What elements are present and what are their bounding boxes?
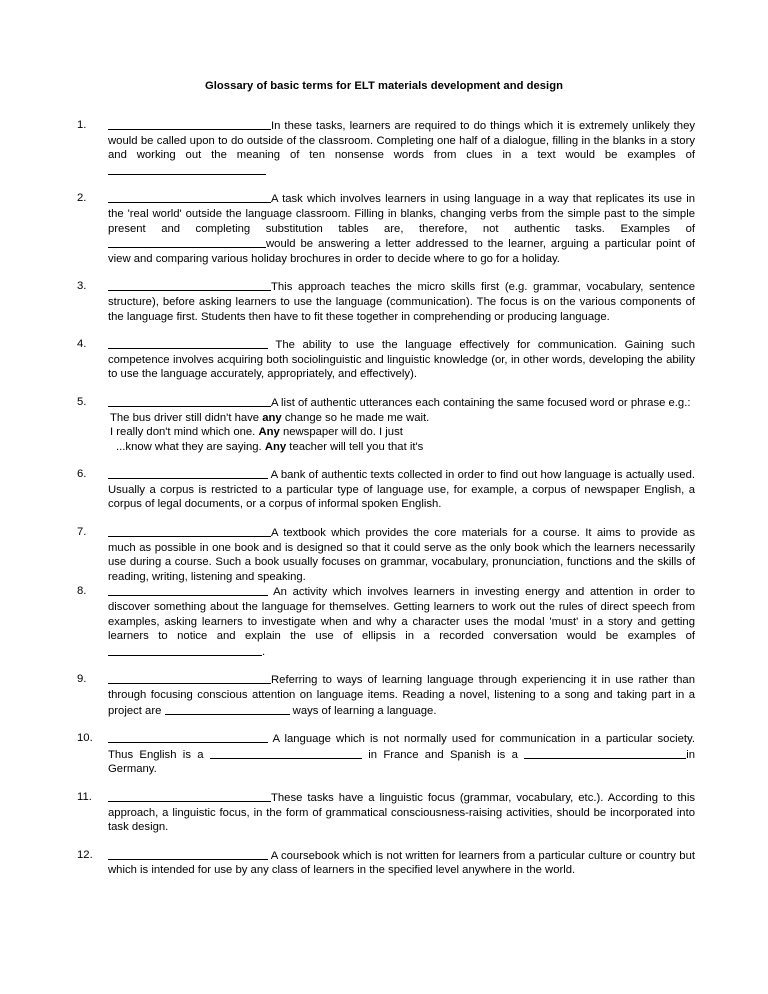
example-post: newspaper will do. I just [279,426,403,439]
list-item-body [108,731,695,777]
fill-in-blank[interactable] [108,395,271,407]
fill-in-blank[interactable] [108,790,271,802]
list-item-number: 9. [77,673,87,686]
list-item [77,790,695,835]
list-item-number: 12. [77,848,93,861]
list-item-body [108,525,695,584]
list-item [77,191,695,266]
list-item-body [108,848,695,878]
fill-in-blank[interactable] [524,747,686,759]
fill-in-blank[interactable] [108,584,268,596]
list-item-body [108,584,695,659]
list-item-text-cont: would be answering a letter addressed to the learner, arguing a particular point of view and comparing various holiday brochures in order to decide where to go for a holiday. [108,238,695,265]
list-item-body [108,279,695,324]
example-line [108,411,695,426]
example-pre: ...know what they are saying. [116,440,265,453]
list-item-number: 6. [77,468,87,481]
fill-in-blank[interactable] [108,191,271,203]
fill-in-blank[interactable] [108,467,268,479]
list-item-text: A language which is not normally used for communication in a particular society. Thus English is a [108,733,695,761]
list-item-text: A list of authentic utterances each containing the same focused word or phrase e.g.: [271,396,691,409]
list-item-text: The ability to use the language effectively for communication. Gaining such competence involves acquiring both sociolinguistic and linguistic knowledge (or, in other words, developing the ability to use the language accurately, appropriately, and effectively). [108,339,695,381]
list-item-body [108,118,695,178]
list-item [77,848,695,878]
fill-in-blank[interactable] [108,525,271,537]
list-item-text: In these tasks, learners are required to do things which it is extremely unlikely they would be called upon to do outside of the classroom. Completing one half of a dialogue, filling in the blanks in a story and working out the meaning of ten nonsense words from clues in a text would be examples of [108,120,695,162]
list-item-text: An activity which involves learners in investing energy and attention in order to discover something about the language for themselves. Getting learners to work out the rules of direct speech from examples, asking learners to investigate when and why a character uses the modal 'must' in a story and getting learners to notice and explain the use of ellipsis in a recorded conversation would be examples of [108,586,695,643]
list-item [77,337,695,382]
fill-in-blank[interactable] [108,236,266,248]
list-item-body [108,337,695,382]
list-item [77,672,695,718]
fill-in-blank[interactable] [108,163,266,175]
example-keyword: any [262,411,282,424]
list-item-number: 2. [77,192,87,205]
list-item [77,731,695,777]
example-keyword: Any [258,426,280,439]
list-item-body [108,191,695,266]
list-item-number: 5. [77,395,87,408]
list-item-text-cont: . [262,645,266,658]
list-item-number: 3. [77,280,87,293]
list-item-text: A textbook which provides the core materials for a course. It aims to provide as much as possible in one book and is designed so that it could serve as the only book which the learners necessarily use during a course. Such a book usually focuses on grammar, vocabulary, pronunciation, functions and the skills of reading, writing, listening and speaking. [108,527,695,583]
example-pre: I really don't mind which one. [110,426,259,439]
page-title: Glossary of basic terms for ELT materials development and design [205,80,563,92]
list-item-number: 4. [77,338,87,351]
fill-in-blank[interactable] [108,118,271,130]
list-item-body [108,790,695,835]
list-item [77,118,695,178]
list-item [77,467,695,512]
example-post: change so he made me wait. [281,411,430,424]
example-line [108,425,695,440]
list-item-number: 1. [77,119,87,131]
list-item [77,584,695,659]
fill-in-blank[interactable] [165,703,290,715]
example-pre: The bus driver still didn't have [110,411,263,424]
list-item-number: 8. [77,585,87,598]
fill-in-blank[interactable] [108,337,268,349]
fill-in-blank[interactable] [108,644,262,656]
list-item-body [108,467,695,512]
fill-in-blank[interactable] [108,279,271,291]
fill-in-blank[interactable] [108,672,271,684]
example-keyword: Any [264,440,287,453]
list-item-text-cont: in France and Spanish is a [361,748,525,761]
list-item [77,525,695,584]
list-item-text: A task which involves learners in using language in a way that replicates its use in the 'real world' outside the language classroom. Filling in blanks, changing verbs from the simple past to the simple present and completing substitution tables are, therefore, not authentic tasks. Examples of [108,193,695,235]
list-item-text-end: in Germany. [108,748,695,776]
example-line [108,440,695,455]
list-item [77,395,695,454]
list-item-text: Referring to ways of learning language through experiencing it in use rather than through focusing conscious attention on language items. Reading a novel, listening to a song and taking part in a project are [108,674,695,717]
fill-in-blank[interactable] [210,747,362,759]
list-item-body [108,672,695,718]
list-item-text: A bank of authentic texts collected in order to find out how language is actually used. Usually a corpus is restricted to a particular type of language use, for example, a corpus of newspaper English, a corpus of legal documents, or a corpus of informal spoken English. [108,469,695,511]
list-item-text: These tasks have a linguistic focus (grammar, vocabulary, etc.). According to this approach, a linguistic focus, in the form of grammatical consciousness-raising activities, should be incorporated into task design. [108,791,695,834]
list-item-text: A coursebook which is not written for learners from a particular culture or country but which is intended for use by any class of learners in the specified level anywhere in the world. [108,849,695,877]
list-item [77,279,695,324]
glossary-list [77,118,695,891]
list-item-text: This approach teaches the micro skills first (e.g. grammar, vocabulary, sentence structure), before asking learners to use the language (communication). The focus is on the various components of the language first. Students then have to fit these together in comprehending or producing language. [108,281,695,323]
fill-in-blank[interactable] [108,848,268,860]
list-item-number: 11. [77,790,92,803]
fill-in-blank[interactable] [108,731,268,743]
list-item-number: 10. [77,732,93,745]
list-item-body [108,395,695,411]
list-item-text-cont: ways of learning a language. [289,704,437,717]
list-item-number: 7. [77,526,87,539]
example-post: teacher will tell you that it's [286,440,424,453]
